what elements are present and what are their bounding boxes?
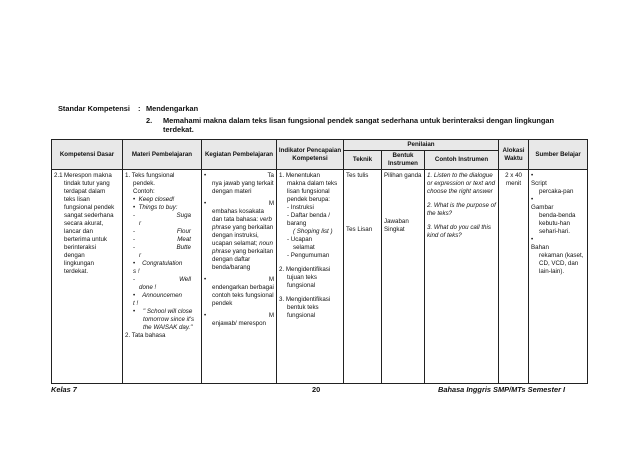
indikator-text: 2. Mengidentifikasi	[279, 266, 331, 273]
dash-mark: -	[133, 244, 136, 251]
bullet-icon: •	[531, 236, 534, 243]
kegiatan-text: M	[268, 200, 274, 207]
materi-bullet-item	[125, 196, 199, 204]
materi-example: done !	[139, 284, 157, 291]
kegiatan-item	[204, 276, 274, 284]
kegiatan-text-block	[204, 208, 274, 272]
dash-mark: -	[133, 228, 136, 235]
kegiatan-text: nya jawab yang terkait dengan materi	[212, 180, 274, 195]
contoh-cell	[425, 170, 499, 384]
contoh-text: 3. What do you call this kind of teks?	[427, 224, 491, 239]
materi-dash-item	[125, 228, 199, 236]
sumber-text: percaka-pan	[539, 188, 574, 195]
header-teknik: Teknik	[344, 151, 382, 170]
indikator-text: ( Shoping list )	[293, 228, 333, 235]
indikator-text: selamat	[293, 244, 315, 251]
bentuk-text: Jawaban Singkat	[384, 218, 409, 233]
materi-example: r	[139, 252, 142, 259]
footer-class-label: Kelas 7	[51, 385, 77, 394]
kegiatan-text: yang berkaitan dengan instruksi, ucapan selamat;	[212, 224, 274, 247]
colon: :	[138, 104, 141, 113]
kegiatan-text: yang berkaitan dengan daftar benda/barang	[212, 248, 274, 271]
dash-mark: -	[133, 276, 136, 283]
header-alokasi: Alokasi Waktu	[499, 140, 529, 170]
dash-mark: -	[133, 212, 136, 219]
teknik-text: Tes tulis	[346, 172, 369, 179]
bullet-icon: •	[133, 204, 136, 211]
bullet-icon: •	[204, 312, 207, 319]
indikator-text: - Daftar benda / barang	[287, 212, 330, 227]
materi-dash-item	[125, 276, 199, 284]
indikator-text: - Ucapan	[287, 236, 313, 243]
contoh-text: 2. What is the purpose of the teks?	[427, 202, 496, 217]
materi-example: Keep closed!	[138, 196, 175, 203]
indikator-cell	[277, 170, 344, 384]
materi-dash-item	[125, 212, 199, 220]
materi-example: Congratulation	[142, 260, 183, 267]
kegiatan-text: Ta	[267, 172, 274, 179]
teknik-cell	[344, 170, 382, 384]
sumber-text: rekaman (kaset, CD, VCD, dan lain-lain).	[539, 252, 584, 275]
header-indikator: Indikator Pencapaian Kompetensi	[277, 140, 344, 170]
materi-example: Well	[179, 276, 191, 283]
standar-item-number: 2.	[146, 116, 153, 125]
indikator-text: 3. Mengidentifikasi	[279, 296, 331, 303]
indikator-text: bentuk teks fungsional	[287, 304, 319, 319]
materi-bullet-item	[125, 204, 199, 212]
bullet-icon: •	[133, 196, 136, 203]
materi-line: 2. Tata bahasa	[125, 332, 166, 339]
kd-text: Merespon makna tindak tutur yang terdapat dalam teks lisan fungsional pendek sangat sederhana secara akurat, lancar dan berterima untuk berinteraksi dengan lingkungan terdekat.	[64, 172, 115, 275]
bullet-icon: •	[133, 308, 136, 315]
materi-example: Flour	[176, 228, 191, 235]
kd-number: 2.1	[54, 172, 63, 179]
header-bentuk: Bentuk Instrumen	[382, 151, 425, 170]
bullet-icon: •	[531, 172, 534, 179]
sumber-cell	[529, 170, 588, 384]
header-kompetensi: Kompetensi Dasar	[52, 140, 123, 170]
page-number: 20	[312, 385, 321, 394]
standar-kompetensi-label: Standar Kompetensi	[58, 104, 130, 113]
materi-example: Things to buy:	[138, 204, 178, 211]
materi-dash-item	[125, 236, 199, 244]
teknik-text: Tes Lisan	[346, 226, 373, 233]
bentuk-text: Pilihan ganda	[384, 172, 422, 179]
syllabus-table	[51, 139, 588, 384]
kegiatan-text: endengarkan berbagai contoh teks fungsional pendek	[212, 284, 274, 307]
standar-item-text: Memahami makna dalam teks lisan fungsional pendek sangat sederhana untuk berinteraksi dengan lingkungan terdekat.	[163, 116, 554, 134]
materi-example: Suga	[176, 212, 191, 219]
kegiatan-cell	[202, 170, 277, 384]
materi-example: Announcemen	[142, 292, 182, 299]
indikator-text: 1. Menentukan	[279, 172, 320, 179]
kegiatan-text: M	[268, 312, 274, 319]
materi-line: pendek.	[133, 180, 156, 187]
header-penilaian: Penilaian	[344, 140, 499, 151]
materi-example: " School will close tomorrow since it's the WAISAK day."	[143, 308, 195, 331]
standar-title: Mendengarkan	[146, 104, 199, 113]
sumber-text: Script	[531, 180, 547, 187]
alokasi-cell: 2 x 40 menit	[499, 170, 529, 384]
kegiatan-item	[204, 172, 274, 180]
indikator-text: makna dalam teks lisan fungsional pendek berupa:	[287, 180, 338, 203]
bullet-icon: •	[531, 196, 534, 203]
contoh-text: 1. Listen to the dialogue or expression or text and choose the right answer	[427, 172, 496, 195]
sumber-text: benda-benda kebutu-han sehari-hari.	[539, 212, 576, 235]
header-sumber: Sumber Belajar	[529, 140, 588, 170]
header-materi: Materi Pembelajaran	[123, 140, 202, 170]
materi-example: t !	[133, 300, 139, 307]
kompetensi-cell	[52, 170, 123, 384]
materi-cell	[123, 170, 202, 384]
materi-bullet-item	[125, 308, 199, 332]
sumber-text: Gambar	[531, 204, 554, 211]
bentuk-cell	[382, 170, 425, 384]
sumber-text: Bahan	[531, 244, 549, 251]
materi-bullet-item	[125, 260, 199, 268]
materi-dash-item	[125, 244, 199, 252]
materi-example: r	[139, 220, 142, 227]
bullet-icon: •	[133, 260, 136, 267]
kegiatan-text: verb phrase	[212, 216, 272, 231]
footer-book-title: Bahasa Inggris SMP/MTs Semester I	[438, 385, 566, 394]
bullet-icon: •	[204, 200, 207, 207]
indikator-text: tujuan teks fungsional	[287, 274, 317, 289]
kegiatan-text: embahas kosakata dan tata bahasa:	[212, 208, 264, 223]
materi-line: Contoh:	[133, 188, 155, 195]
materi-line: 1. Teks fungsional	[125, 172, 175, 179]
kegiatan-item	[204, 312, 274, 320]
kegiatan-text: enjawab/ merespon	[212, 320, 267, 327]
header-row	[52, 140, 588, 151]
content-row	[52, 170, 588, 384]
kegiatan-text: M	[268, 276, 274, 283]
bullet-icon: •	[133, 292, 136, 299]
bullet-icon: •	[204, 172, 207, 179]
dash-mark: -	[133, 236, 136, 243]
materi-example: Butte	[176, 244, 191, 251]
indikator-text: - Instruksi	[287, 204, 314, 211]
materi-example: Meat	[177, 236, 191, 243]
header-kegiatan: Kegiatan Pembelajaran	[202, 140, 277, 170]
bullet-icon: •	[204, 276, 207, 283]
header-contoh: Contoh Instrumen	[425, 151, 499, 170]
kegiatan-item	[204, 200, 274, 208]
materi-bullet-item	[125, 292, 199, 300]
materi-example: s !	[133, 268, 140, 275]
indikator-text: - Pengumuman	[287, 252, 330, 259]
kegiatan-text: noun phrase	[212, 240, 273, 255]
